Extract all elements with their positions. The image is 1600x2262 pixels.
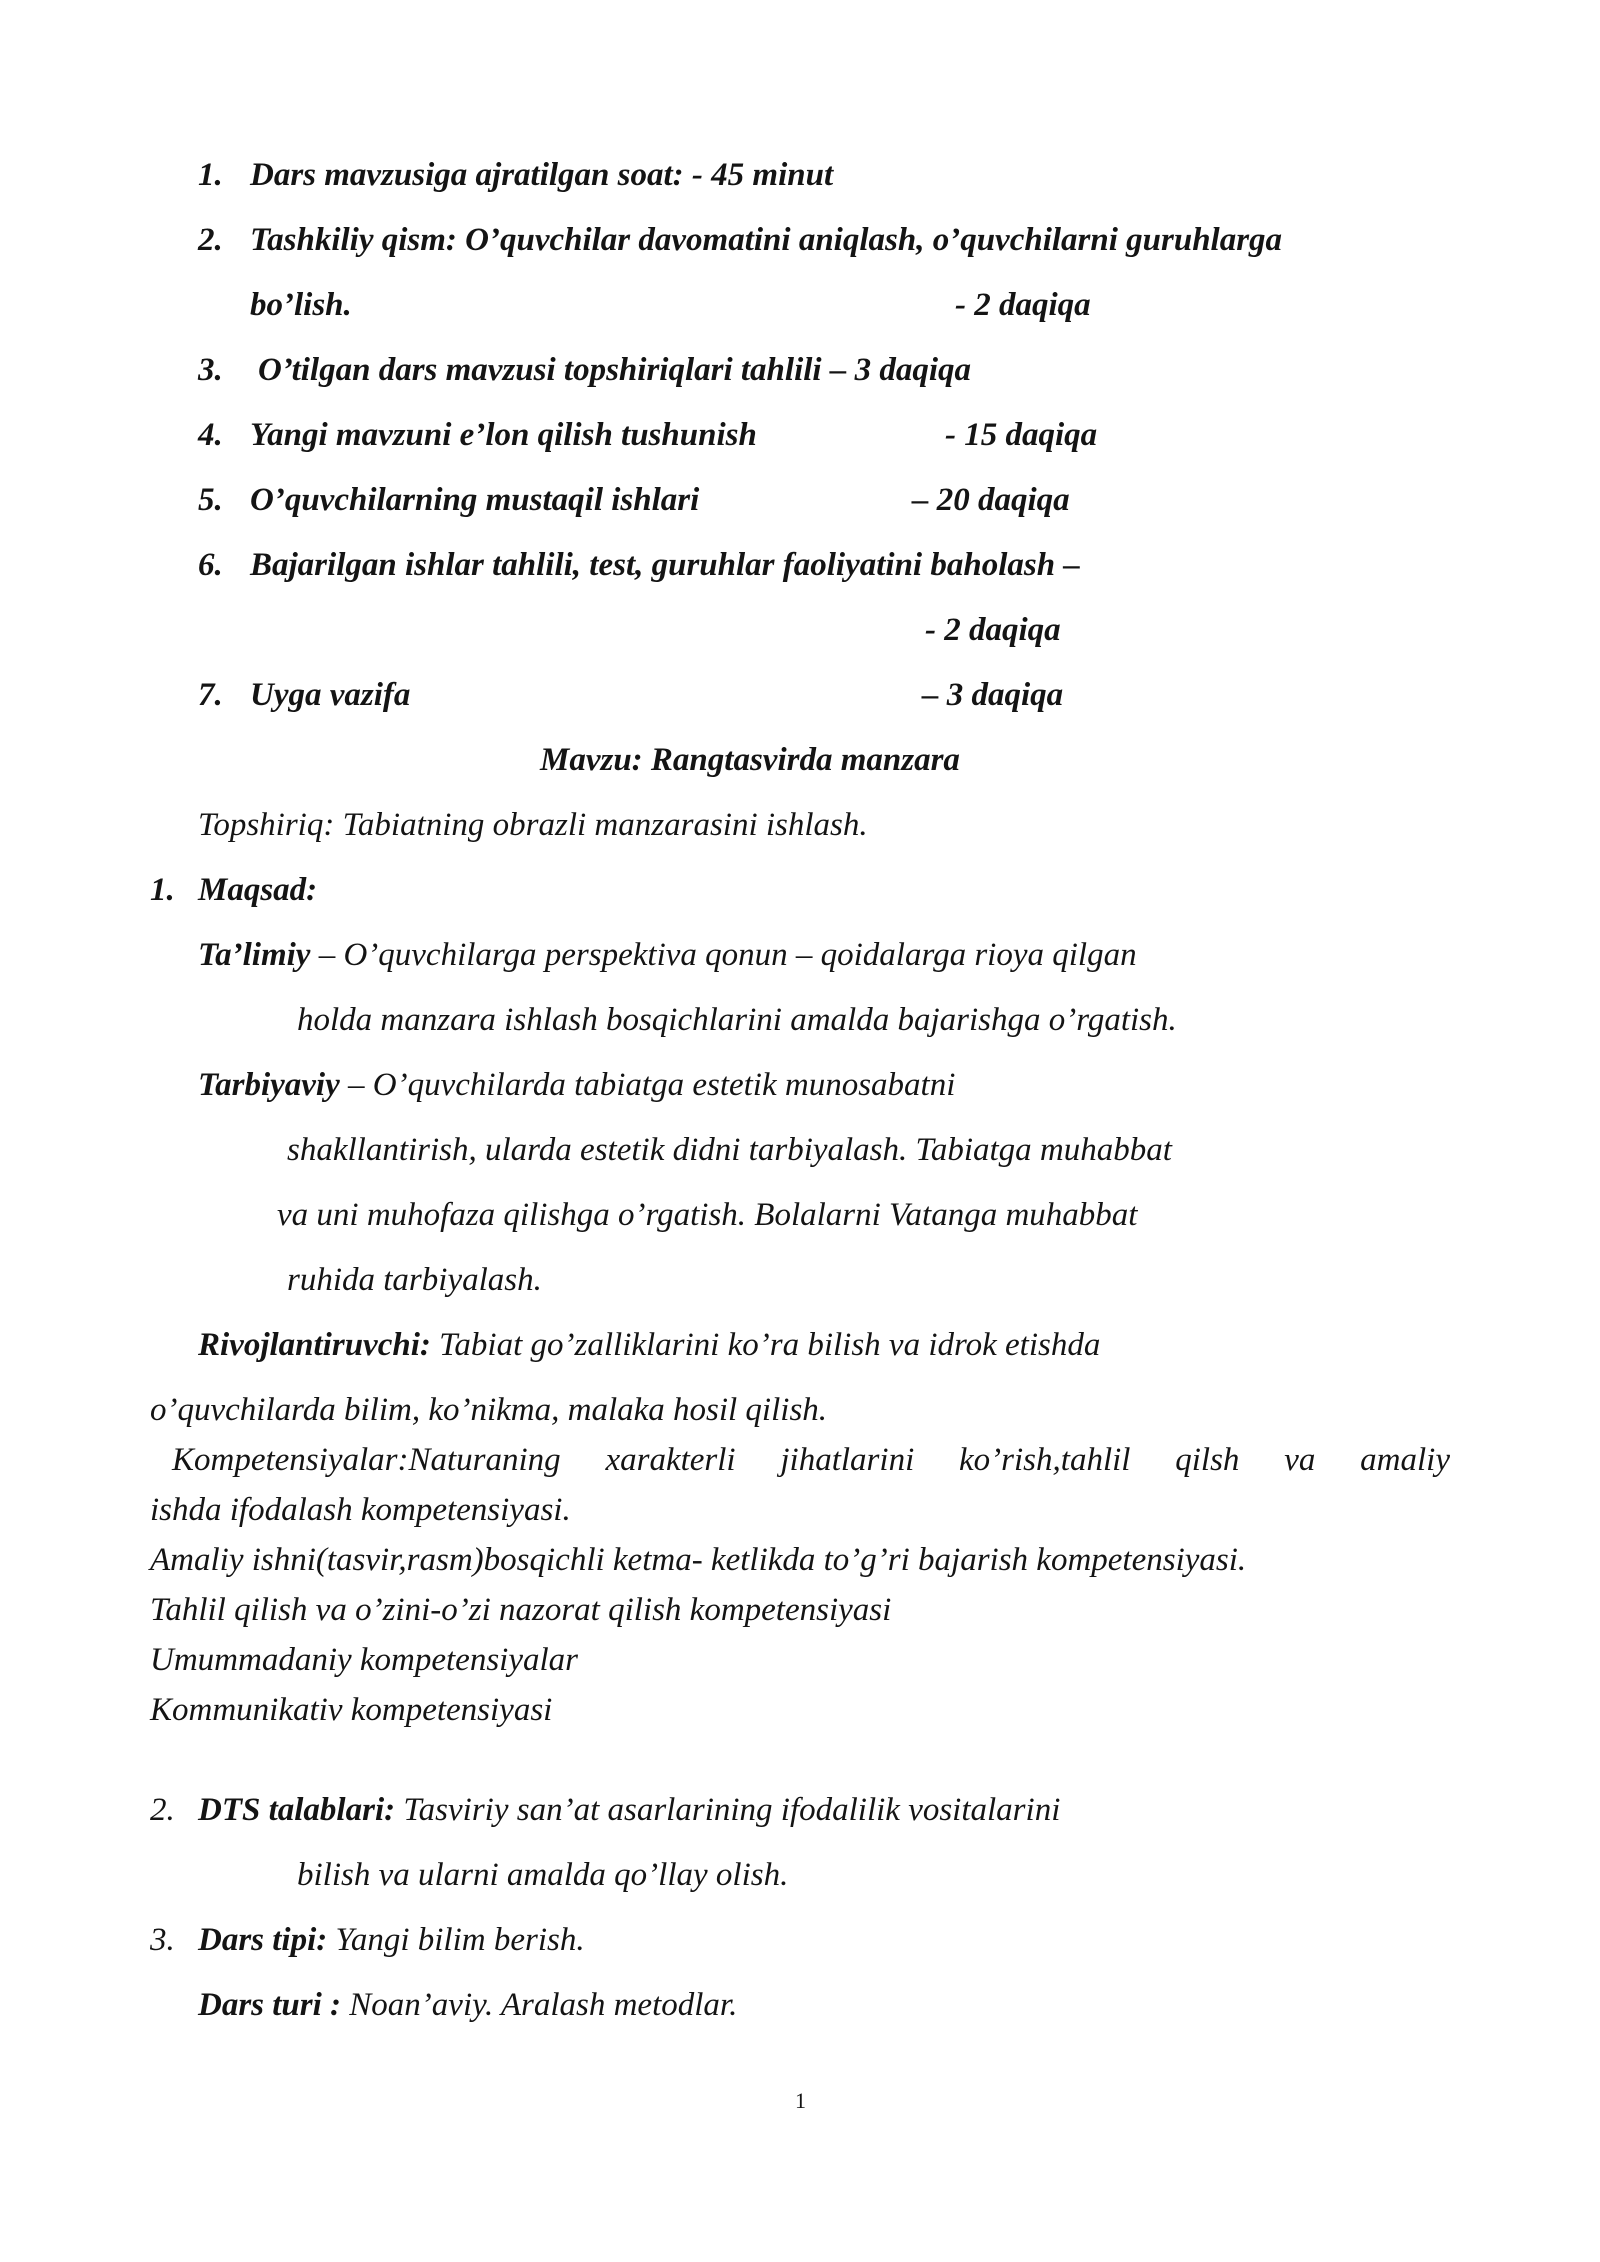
schedule-item-5: O’quvchilarning mustaqil ishlari xyxy=(250,482,700,518)
competencies-line-3: Amaliy ishni(tasvir,rasm)bosqichli ketma- ketlikda to’g’ri bajarish kompetensiyasi. xyxy=(150,1542,1247,1578)
lesson-kind-label: Dars turi : xyxy=(198,1987,342,2023)
schedule-item-4: Yangi mavzuni e’lon qilish tushunish xyxy=(250,417,757,453)
list-number: 7. xyxy=(198,677,223,713)
task-line: Topshiriq: Tabiatning obrazli manzarasini ishlash. xyxy=(198,807,868,843)
lesson-kind-text: Noan’aviy. Aralash metodlar. xyxy=(341,1987,738,2023)
developmental-goal-label: Rivojlantiruvchi: xyxy=(198,1327,431,1363)
lesson-type-text: Yangi bilim berish. xyxy=(327,1922,585,1958)
list-number: 2. xyxy=(198,222,223,258)
competencies-line-2: ishda ifodalash kompetensiyasi. xyxy=(150,1492,571,1528)
educational-goal-text: – O’quvchilarga perspektiva qonun – qoidalarga rioya qilgan xyxy=(310,937,1137,973)
competencies-line-4: Tahlil qilish va o’zini-o’zi nazorat qilish kompetensiyasi xyxy=(150,1592,892,1628)
schedule-item-3: O’tilgan dars mavzusi topshiriqlari tahlili – 3 daqiqa xyxy=(258,352,971,388)
schedule-item-2: Tashkiliy qism: O’quvchilar davomatini aniqlash, o’quvchilarni guruhlarga xyxy=(250,222,1283,258)
dts-label: DTS talablari: xyxy=(198,1792,396,1828)
lesson-type-label: Dars tipi: xyxy=(198,1922,328,1958)
lesson-type xyxy=(198,1920,585,1960)
list-number: 5. xyxy=(198,482,223,518)
schedule-item-7: Uyga vazifa xyxy=(250,677,411,713)
developmental-goal-text: Tabiat go’zalliklarini ko’ra bilish va idrok etishda xyxy=(430,1327,1101,1363)
schedule-item-1: Dars mavzusiga ajratilgan soat: - 45 minut xyxy=(250,157,834,193)
competencies-line-6: Kommunikativ kompetensiyasi xyxy=(150,1692,553,1728)
upbringing-goal-label: Tarbiyaviy xyxy=(198,1067,340,1103)
upbringing-goal-cont-1: shakllantirish, ularda estetik didni tarbiyalash. Tabiatga muhabbat xyxy=(287,1132,1172,1168)
dts-text: Tasviriy san’at asarlarining ifodalilik vositalarini xyxy=(395,1792,1061,1828)
schedule-item-6-time: - 2 daqiqa xyxy=(925,612,1061,648)
schedule-item-5-time: – 20 daqiqa xyxy=(912,482,1070,518)
schedule-item-2-cont: bo’lish. xyxy=(250,287,352,323)
schedule-item-6: Bajarilgan ishlar tahlili, test, guruhlar faoliyatini baholash – xyxy=(250,547,1080,583)
topic-heading: Mavzu: Rangtasvirda manzara xyxy=(540,742,960,778)
developmental-goal xyxy=(198,1325,1100,1365)
dts-requirements xyxy=(198,1790,1060,1830)
page-number: 1 xyxy=(795,2088,806,2113)
goals-heading: Maqsad: xyxy=(198,872,318,908)
developmental-goal-cont: o’quvchilarda bilim, ko’nikma, malaka hosil qilish. xyxy=(150,1392,828,1428)
educational-goal xyxy=(198,935,1137,975)
list-number: 2. xyxy=(150,1792,175,1828)
competencies-line-5: Umummadaniy kompetensiyalar xyxy=(150,1642,579,1678)
schedule-item-4-time: - 15 daqiqa xyxy=(945,417,1098,453)
upbringing-goal-text: – O’quvchilarda tabiatga estetik munosabatni xyxy=(339,1067,956,1103)
upbringing-goal-cont-2: va uni muhofaza qilishga o’rgatish. Bolalarni Vatanga muhabbat xyxy=(277,1197,1138,1233)
list-number: 6. xyxy=(198,547,223,583)
educational-goal-label: Ta’limiy xyxy=(198,937,311,973)
list-number: 3. xyxy=(198,352,223,388)
list-number: 1. xyxy=(198,157,223,193)
upbringing-goal-cont-3: ruhida tarbiyalash. xyxy=(287,1262,542,1298)
competencies-line-1: Kompetensiyalar:Naturaning xarakterli jihatlarini ko’rish,tahlil qilsh va amaliy xyxy=(172,1442,1450,1478)
dts-cont: bilish va ularni amalda qo’llay olish. xyxy=(297,1857,789,1893)
upbringing-goal xyxy=(198,1065,955,1105)
schedule-item-7-time: – 3 daqiqa xyxy=(922,677,1064,713)
educational-goal-cont: holda manzara ishlash bosqichlarini amalda bajarishga o’rgatish. xyxy=(297,1002,1177,1038)
list-number: 1. xyxy=(150,872,175,908)
list-number: 4. xyxy=(198,417,223,453)
lesson-kind xyxy=(198,1985,737,2025)
list-number: 3. xyxy=(150,1922,175,1958)
schedule-item-2-time: - 2 daqiqa xyxy=(955,287,1091,323)
